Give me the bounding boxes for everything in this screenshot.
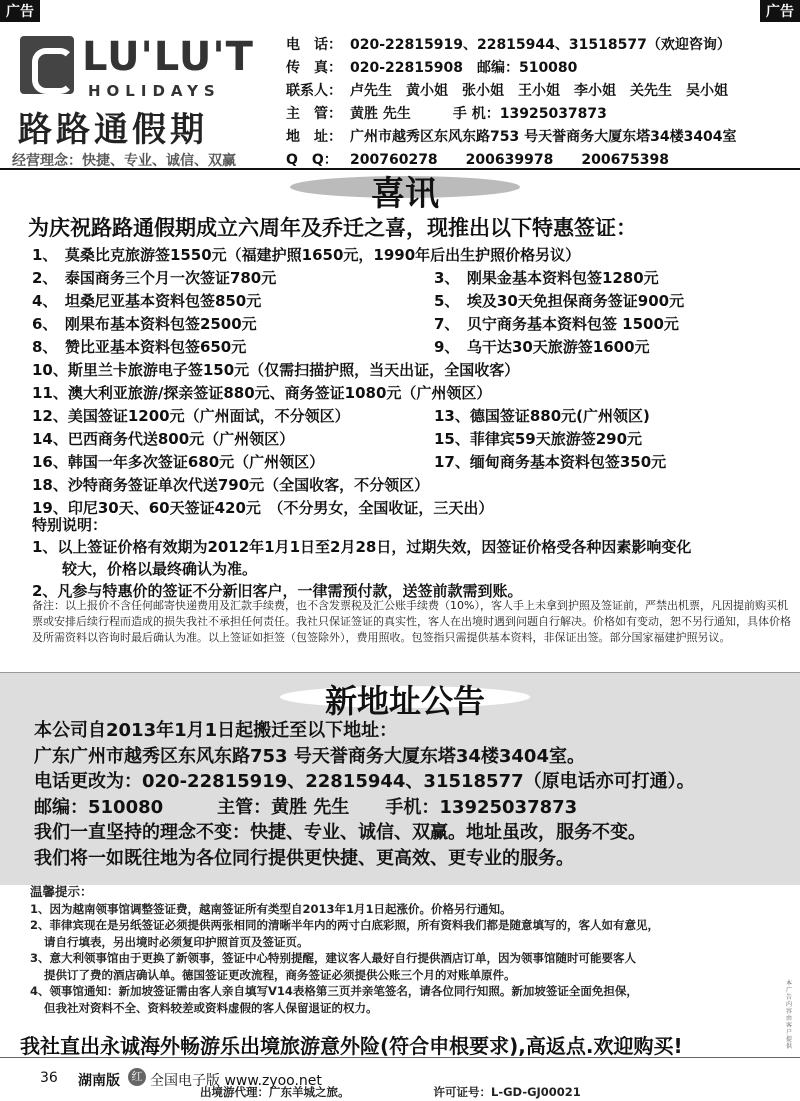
contact-row: 联系人： 卢先生 黄小姐 张小姐 王小姐 李小姐 关先生 吴小姐 <box>286 83 728 99</box>
tip-line: 提供订了费的酒店确认单。德国签证更改流程，商务签证必须提供公账三个月的对账单原件。 <box>44 967 516 982</box>
tip-line: 1、因为越南领事馆调整签证费，越南签证所有类型自2013年1月1日起涨价。价格另行通知。 <box>30 901 512 916</box>
address-notice <box>34 718 794 871</box>
note-line: 较大，价格以最终确认为准。 <box>32 560 258 578</box>
list-item: 12、美国签证1200元（广州面试，不分领区） 13、德国签证880元(广州领区) <box>32 407 650 425</box>
notes-title: 特别说明： <box>32 516 108 534</box>
logo-brand: LU'LU'T <box>82 34 254 80</box>
contact-row: Q Q： 200760278 200639978 200675398 <box>286 152 670 168</box>
list-item: 2、 泰国商务三个月一次签证780元 3、 刚果金基本资料包签1280元 <box>32 269 659 287</box>
list-item: 10、斯里兰卡旅游电子签150元（仅需扫描护照，当天出证，全国收客） <box>32 361 520 379</box>
good-news-title: 喜讯 <box>371 174 439 214</box>
contact-row: 主 管： 黄胜 先生 手 机：13925037873 <box>286 106 607 122</box>
agent-text: 出境游代理：广东羊城之旅。 <box>200 1085 350 1099</box>
notice-line: 电话更改为：020-22815919、22815944、31518577（原电话亦可打通）。 <box>34 771 695 792</box>
list-item: 11、澳大利亚旅游/探亲签证880元、商务签证1080元（广州领区） <box>32 384 492 402</box>
company-logo <box>8 28 278 178</box>
list-item: 19、印尼30天、60天签证420元 （不分男女，全国收证，三天出） <box>32 499 494 517</box>
notice-line: 邮编：510080 主管：黄胜 先生 手机：13925037873 <box>34 796 578 818</box>
tip-line: 请自行填表，另出境时必须复印护照首页及签证页。 <box>44 934 309 949</box>
page-number: 36 <box>40 1070 58 1086</box>
company-motto: 经营理念：快捷、专业、诚信、双赢 <box>12 153 236 169</box>
logo-s-icon <box>20 36 74 94</box>
notice-line: 本公司自2013年1月1日起搬迁至以下地址： <box>34 720 398 741</box>
list-item: 14、巴西商务代送800元（广州领区） 15、菲律宾59天旅游签290元 <box>32 430 643 448</box>
contact-row: 地 址： 广州市越秀区东风东路753 号天誉商务大厦东塔34楼3404室 <box>286 129 737 145</box>
contact-info <box>286 34 796 172</box>
tip-line: 2、菲律宾现在是另纸签证必须提供两张相同的清晰半年内的两寸白底彩照，所有资料我们都是随意填写的，客人如有意见， <box>30 918 659 932</box>
ad-label-left: 广告 <box>0 0 40 22</box>
new-address-title: 新地址公告 <box>324 682 485 720</box>
list-item: 6、 刚果布基本资料包签2500元 7、 贝宁商务基本资料包签 1500元 <box>32 315 679 333</box>
edition-label: 湖南版 <box>78 1073 120 1089</box>
tips-title: 温馨提示： <box>30 884 93 899</box>
list-item: 8、 赞比亚基本资料包签650元 9、 乌干达30天旅游签1600元 <box>32 338 650 356</box>
good-news-banner <box>290 166 520 214</box>
visa-offer-list <box>32 244 792 520</box>
side-note: 本广告内容由客户提供 <box>786 980 793 1050</box>
tip-line: 但我社对资料不全、资料较差或资料虚假的客人保留退证的权力。 <box>44 1000 378 1015</box>
contact-row: 传 真： 020-22815908 邮编：510080 <box>286 60 578 76</box>
notice-line: 我们将一如既往地为各位同行提供更快捷、更高效、更专业的服务。 <box>34 847 574 869</box>
notice-line: 我们一直坚持的理念不变：快捷、专业、诚信、双赢。地址虽改，服务不变。 <box>34 822 646 843</box>
list-item: 18、沙特商务签证单次代送790元（全国收客，不分领区） <box>32 476 430 494</box>
remark-paragraph: 备注：以上报价不含任何邮寄快递费用及汇款手续费，也不含发票税及汇公账手续费（10%），客人手上未拿到护照及签证前，严禁出机票，凡因提前购买机票或安排后续行程而造成的损失我社不承担任何责任。我社只保证签证的真实性，客人在出境时遇到问题自行解决。价格如有变动，恕不另行通知，具体价格及所需资料以咨询时最后确认为准。以上签证如拒签（包签除外），费用照收。包签指只需提供基本资料，非保证出签。部分国家福建护照另议。 <box>32 599 791 644</box>
note-line: 1、以上签证价格有效期为2012年1月1日至2月28日，过期失效，因签证价格受各种因素影响变化 <box>32 538 692 556</box>
insurance-slogan: 我社直出永诚海外畅游乐出境旅游意外险(符合申根要求),高返点.欢迎购买! <box>20 1034 683 1058</box>
note-line: 2、凡参与特惠价的签证不分新旧客户，一律需预付款，送签前款需到账。 <box>32 582 523 600</box>
list-item: 4、 坦桑尼亚基本资料包签850元 5、 埃及30天免担保商务签证900元 <box>32 292 685 310</box>
list-item: 16、韩国一年多次签证680元（广州领区） 17、缅甸商务基本资料包签350元 <box>32 453 667 471</box>
contact-row: 电 话： 020-22815919、22815944、31518577（欢迎咨询） <box>286 37 731 53</box>
page-footer <box>0 1057 800 1101</box>
ad-label-right: 广告 <box>760 0 800 22</box>
company-name: 路路通假期 <box>18 110 208 150</box>
special-notes <box>32 514 792 602</box>
logo-holidays: HOLIDAYS <box>88 82 221 100</box>
notice-line: 广东广州市越秀区东风东路753 号天誉商务大厦东塔34楼3404室。 <box>34 745 585 767</box>
list-item: 1、 莫桑比克旅游签1550元（福建护照1650元，1990年后出生护照价格另议） <box>32 246 581 264</box>
header <box>0 20 800 170</box>
website-link[interactable]: 全国电子版 www.zyoo.net <box>150 1073 322 1089</box>
tip-line: 4、领事馆通知：新加坡签证需由客人亲自填写V14表格第三页并亲笔签名，请各位同行知照。新加坡签证全面免担保， <box>30 984 638 998</box>
new-address-banner <box>280 676 530 718</box>
promo-headline: 为庆祝路路通假期成立六周年及乔迁之喜，现推出以下特惠签证： <box>28 216 637 240</box>
publication-badge-icon: 红 <box>128 1068 146 1086</box>
license-text: 许可证号：L-GD-GJ00021 <box>433 1085 581 1099</box>
tip-line: 3、意大利领事馆由于更换了新领事，签证中心特别提醒，建议客人最好自行提供酒店订单，因为领事馆随时可能要客人 <box>30 951 636 965</box>
